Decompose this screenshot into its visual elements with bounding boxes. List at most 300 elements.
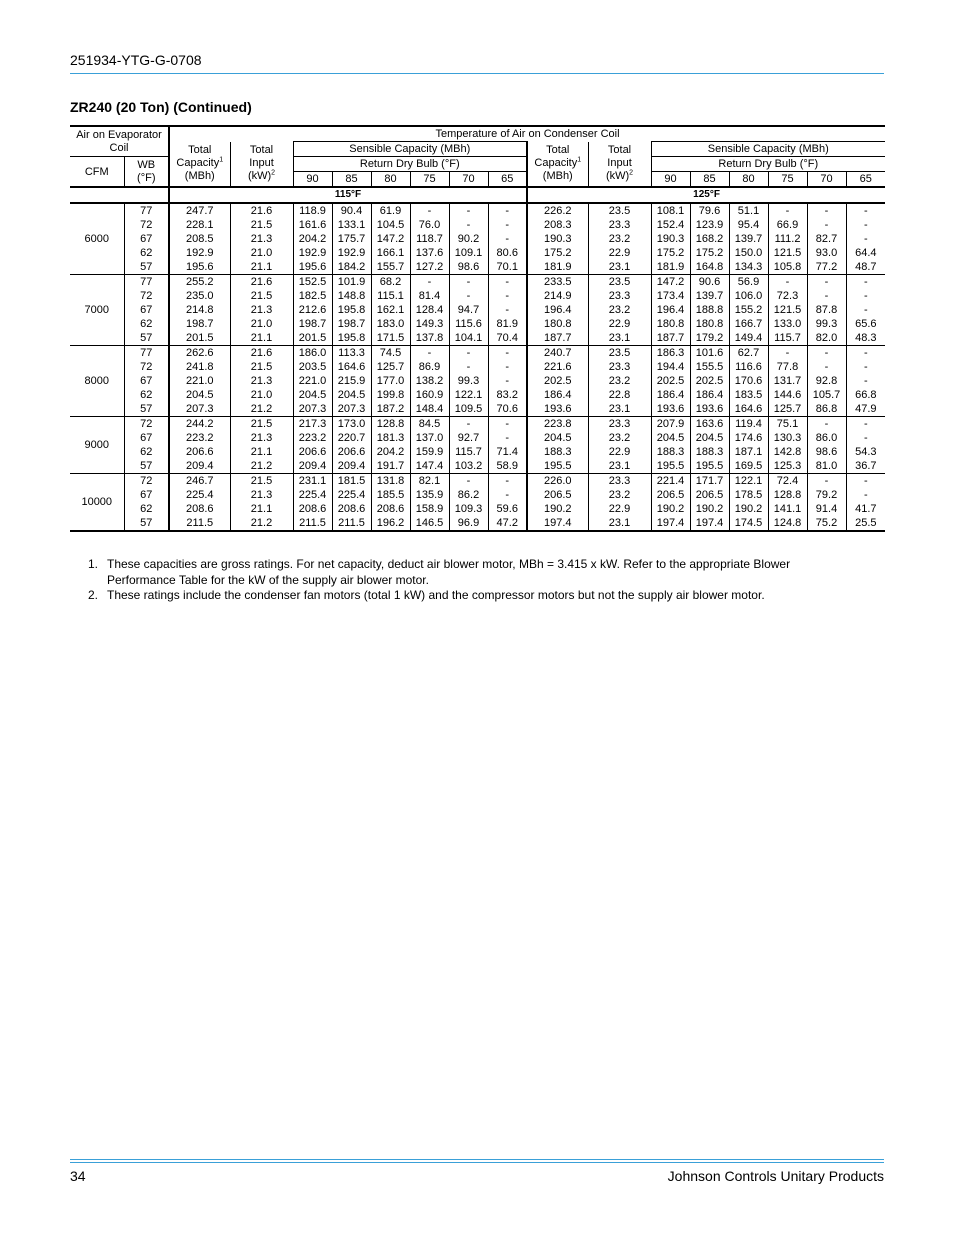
table-cell: 207.3 (293, 402, 332, 417)
table-cell: 137.6 (410, 246, 449, 260)
cfm-cell: 6000 (70, 203, 124, 275)
table-cell: 80.6 (488, 246, 527, 260)
table-cell: 125.7 (768, 402, 807, 417)
table-cell: 208.5 (169, 232, 230, 246)
table-cell: - (488, 474, 527, 489)
header-db-col: 80 (371, 172, 410, 188)
table-row (70, 303, 885, 317)
table-cell: 133.1 (332, 218, 371, 232)
table-row (70, 402, 885, 417)
table-cell: 21.3 (230, 374, 293, 388)
table-cell: - (846, 303, 885, 317)
footnote-1-number: 1. (88, 557, 99, 571)
table-cell: 72 (124, 474, 169, 489)
table-cell: 21.5 (230, 289, 293, 303)
header-temp-condenser: Temperature of Air on Condenser Coil (169, 126, 885, 142)
table-cell: 81.9 (488, 317, 527, 331)
table-cell: 23.2 (588, 232, 651, 246)
table-cell: 48.7 (846, 260, 885, 275)
table-cell: 23.3 (588, 360, 651, 374)
table-cell: - (488, 417, 527, 432)
table-row (70, 218, 885, 232)
table-cell: 21.6 (230, 275, 293, 290)
table-cell: 22.9 (588, 502, 651, 516)
table-cell: 164.6 (729, 402, 768, 417)
table-cell: 61.9 (371, 203, 410, 218)
table-cell: 147.4 (410, 459, 449, 474)
table-cell: 75.1 (768, 417, 807, 432)
table-cell: 62.7 (729, 346, 768, 361)
header-total-label: Total (188, 144, 212, 157)
table-row (70, 374, 885, 388)
performance-table-body (70, 203, 885, 531)
footnote-ref-1: 1 (219, 156, 224, 164)
table-cell: 87.8 (807, 303, 846, 317)
header-temp-row (70, 187, 885, 203)
table-cell: 255.2 (169, 275, 230, 290)
table-cell: 171.7 (690, 474, 729, 489)
table-cell: 206.5 (690, 488, 729, 502)
table-cell: 81.0 (807, 459, 846, 474)
table-cell: 70.4 (488, 331, 527, 346)
table-cell: 204.5 (690, 431, 729, 445)
table-cell: 190.2 (651, 502, 690, 516)
table-cell: 211.5 (169, 516, 230, 531)
table-cell: 72 (124, 360, 169, 374)
table-cell: 90.6 (690, 275, 729, 290)
header-row-2 (70, 142, 885, 157)
table-cell: 109.1 (449, 246, 488, 260)
table-cell: - (846, 474, 885, 489)
footnote-ref-2: 2 (271, 169, 276, 177)
table-cell: 226.0 (527, 474, 588, 489)
table-cell: 147.2 (651, 275, 690, 290)
table-cell: 118.7 (410, 232, 449, 246)
table-cell: - (846, 417, 885, 432)
table-cell: 162.1 (371, 303, 410, 317)
footer-rule (70, 1159, 884, 1160)
table-cell: 192.9 (332, 246, 371, 260)
header-total-input-115 (230, 142, 293, 188)
table-cell: 175.2 (690, 246, 729, 260)
table-cell: - (768, 346, 807, 361)
header-kw-label: (kW) (247, 170, 272, 183)
table-cell: 116.6 (729, 360, 768, 374)
table-row (70, 502, 885, 516)
table-cell: - (846, 218, 885, 232)
table-cell: 128.8 (768, 488, 807, 502)
table-cell: - (410, 275, 449, 290)
table-cell: 174.6 (729, 431, 768, 445)
table-cell: 72.4 (768, 474, 807, 489)
cfm-cell: 8000 (70, 346, 124, 417)
table-cell: 208.6 (293, 502, 332, 516)
table-cell: 139.7 (690, 289, 729, 303)
table-cell: 161.6 (293, 218, 332, 232)
table-cell: 62 (124, 317, 169, 331)
table-cell: 121.5 (768, 246, 807, 260)
table-cell: 125.7 (371, 360, 410, 374)
table-cell: - (449, 203, 488, 218)
table-cell: 187.7 (651, 331, 690, 346)
table-cell: 166.7 (729, 317, 768, 331)
table-cell: 225.4 (293, 488, 332, 502)
table-cell: 204.5 (651, 431, 690, 445)
table-cell: - (768, 203, 807, 218)
table-cell: 94.7 (449, 303, 488, 317)
header-air-on-evap: Air on Evaporator Coil (70, 126, 169, 157)
table-cell: 186.4 (651, 388, 690, 402)
table-cell: 115.7 (449, 445, 488, 459)
table-cell: 77.2 (807, 260, 846, 275)
table-cell: 103.2 (449, 459, 488, 474)
table-cell: 96.9 (449, 516, 488, 531)
table-cell: 177.0 (371, 374, 410, 388)
table-cell: 51.1 (729, 203, 768, 218)
header-wb-unit: (°F) (137, 171, 156, 184)
table-cell: 115.1 (371, 289, 410, 303)
header-db-col: 75 (410, 172, 449, 188)
table-cell: 86.8 (807, 402, 846, 417)
table-cell: 135.9 (410, 488, 449, 502)
header-total-capacity-125 (527, 142, 588, 188)
table-cell: - (449, 474, 488, 489)
table-cell: 23.1 (588, 516, 651, 531)
table-cell: 207.3 (332, 402, 371, 417)
table-cell: 201.5 (169, 331, 230, 346)
table-cell: 207.3 (169, 402, 230, 417)
table-cell: 99.3 (807, 317, 846, 331)
table-cell: 195.5 (651, 459, 690, 474)
table-cell: 148.8 (332, 289, 371, 303)
header-db-col: 70 (807, 172, 846, 188)
table-cell: 187.7 (527, 331, 588, 346)
table-cell: 228.1 (169, 218, 230, 232)
table-cell: 131.8 (371, 474, 410, 489)
table-cell: - (449, 360, 488, 374)
table-cell: 223.2 (293, 431, 332, 445)
table-cell: 195.5 (527, 459, 588, 474)
table-cell: 247.7 (169, 203, 230, 218)
table-cell: 41.7 (846, 502, 885, 516)
table-cell: 98.6 (807, 445, 846, 459)
table-cell: 21.3 (230, 431, 293, 445)
table-cell: 67 (124, 374, 169, 388)
footnote-ref-2: 2 (629, 169, 634, 177)
table-cell: 23.2 (588, 431, 651, 445)
table-cell: 21.5 (230, 360, 293, 374)
table-cell: 23.2 (588, 303, 651, 317)
document-id: 251934-YTG-G-0708 (70, 52, 202, 68)
table-cell: 246.7 (169, 474, 230, 489)
table-row (70, 474, 885, 489)
table-cell: 203.5 (293, 360, 332, 374)
table-cell: - (846, 232, 885, 246)
table-cell: 202.5 (690, 374, 729, 388)
section-title: ZR240 (20 Ton) (Continued) (70, 99, 252, 115)
header-total-capacity-115 (169, 142, 230, 188)
table-cell: 23.5 (588, 203, 651, 218)
table-cell: 235.0 (169, 289, 230, 303)
table-cell: 180.8 (690, 317, 729, 331)
table-cell: 182.5 (293, 289, 332, 303)
table-cell: 197.4 (527, 516, 588, 531)
table-cell: 115.7 (768, 331, 807, 346)
table-cell: 47.2 (488, 516, 527, 531)
header-db-col: 75 (768, 172, 807, 188)
table-cell: - (807, 275, 846, 290)
table-cell: 194.4 (651, 360, 690, 374)
header-capacity-label: Capacity (534, 157, 578, 170)
table-cell: 186.0 (293, 346, 332, 361)
table-cell: 188.3 (651, 445, 690, 459)
table-cell: - (488, 374, 527, 388)
table-cell: 198.7 (332, 317, 371, 331)
table-cell: 195.5 (690, 459, 729, 474)
table-cell: 142.8 (768, 445, 807, 459)
header-capacity-label: Capacity (176, 157, 220, 170)
header-db-col: 85 (690, 172, 729, 188)
footnote-1 (88, 557, 848, 588)
footnote-2 (88, 588, 848, 604)
table-cell: 23.3 (588, 474, 651, 489)
header-sensible-125: Sensible Capacity (MBh) (651, 142, 885, 157)
table-cell: 206.5 (527, 488, 588, 502)
table-cell: 67 (124, 488, 169, 502)
table-row (70, 203, 885, 218)
table-cell: 68.2 (371, 275, 410, 290)
table-cell: 190.2 (690, 502, 729, 516)
table-row (70, 275, 885, 290)
table-cell: 119.4 (729, 417, 768, 432)
header-sensible-115: Sensible Capacity (MBh) (293, 142, 527, 157)
table-cell: 221.0 (293, 374, 332, 388)
table-cell: 204.5 (332, 388, 371, 402)
table-cell: 23.5 (588, 346, 651, 361)
page-number: 34 (70, 1168, 86, 1184)
table-cell: - (449, 275, 488, 290)
table-cell: 208.6 (169, 502, 230, 516)
table-cell: 123.9 (690, 218, 729, 232)
table-cell: 23.2 (588, 374, 651, 388)
table-cell: - (807, 474, 846, 489)
table-cell: 195.8 (332, 303, 371, 317)
table-cell: 54.3 (846, 445, 885, 459)
table-cell: 146.5 (410, 516, 449, 531)
table-cell: - (449, 218, 488, 232)
table-cell: 199.8 (371, 388, 410, 402)
table-cell: 92.8 (807, 374, 846, 388)
footnote-1-text: These capacities are gross ratings. For net capacity, deduct air blower motor, MBh = 3.415 x kW. Refer to the appropriate Blower Performance Table for the kW of the supply air blower motor. (107, 557, 791, 587)
table-cell: 144.6 (768, 388, 807, 402)
table-cell: - (846, 374, 885, 388)
table-cell: 21.3 (230, 488, 293, 502)
header-total-input-125 (588, 142, 651, 188)
table-cell: 170.6 (729, 374, 768, 388)
table-cell: 178.5 (729, 488, 768, 502)
table-cell: 122.1 (729, 474, 768, 489)
table-cell: 57 (124, 402, 169, 417)
table-cell: 109.5 (449, 402, 488, 417)
table-cell: 186.4 (527, 388, 588, 402)
table-row (70, 516, 885, 531)
table-cell: 57 (124, 459, 169, 474)
table-cell: 128.8 (371, 417, 410, 432)
table-row (70, 331, 885, 346)
table-cell: 206.6 (332, 445, 371, 459)
table-row (70, 360, 885, 374)
table-cell: 215.9 (332, 374, 371, 388)
header-rule (70, 73, 884, 74)
table-cell: - (449, 346, 488, 361)
table-cell: 56.9 (729, 275, 768, 290)
table-cell: 207.9 (651, 417, 690, 432)
table-cell: 181.3 (371, 431, 410, 445)
table-cell: 214.8 (169, 303, 230, 317)
table-cell: 220.7 (332, 431, 371, 445)
table-cell: - (846, 488, 885, 502)
table-row (70, 346, 885, 361)
header-row-1 (70, 126, 885, 142)
footer-rule-secondary (70, 1162, 884, 1163)
table-cell: 241.8 (169, 360, 230, 374)
table-cell: 93.0 (807, 246, 846, 260)
table-cell: 181.9 (651, 260, 690, 275)
table-cell: 223.8 (527, 417, 588, 432)
table-cell: 134.3 (729, 260, 768, 275)
table-cell: 155.2 (729, 303, 768, 317)
table-cell: 25.5 (846, 516, 885, 531)
table-cell: 77 (124, 346, 169, 361)
header-db-col: 80 (729, 172, 768, 188)
table-cell: 202.5 (651, 374, 690, 388)
table-cell: 206.6 (169, 445, 230, 459)
table-cell: 98.6 (449, 260, 488, 275)
table-cell: 21.6 (230, 346, 293, 361)
table-cell: 208.6 (371, 502, 410, 516)
table-cell: 204.2 (371, 445, 410, 459)
table-cell: 105.7 (807, 388, 846, 402)
table-cell: 105.8 (768, 260, 807, 275)
header-db-col: 90 (293, 172, 332, 188)
table-cell: - (488, 232, 527, 246)
header-wb (124, 157, 169, 188)
table-cell: 122.1 (449, 388, 488, 402)
table-cell: 209.4 (332, 459, 371, 474)
table-cell: 111.2 (768, 232, 807, 246)
table-cell: - (410, 346, 449, 361)
table-cell: 77 (124, 203, 169, 218)
table-cell: 198.7 (169, 317, 230, 331)
table-cell: 186.3 (651, 346, 690, 361)
table-cell: 240.7 (527, 346, 588, 361)
table-cell: 95.4 (729, 218, 768, 232)
table-cell: 187.2 (371, 402, 410, 417)
table-cell: 139.7 (729, 232, 768, 246)
table-cell: 211.5 (332, 516, 371, 531)
table-cell: 233.5 (527, 275, 588, 290)
table-cell: 225.4 (169, 488, 230, 502)
table-cell: 175.2 (527, 246, 588, 260)
table-cell: - (807, 289, 846, 303)
table-cell: - (807, 203, 846, 218)
table-cell: 159.9 (410, 445, 449, 459)
table-cell: 175.2 (651, 246, 690, 260)
table-cell: 148.4 (410, 402, 449, 417)
header-input-label: Input (607, 157, 632, 170)
table-cell: 99.3 (449, 374, 488, 388)
table-cell: 187.1 (729, 445, 768, 459)
table-cell: 79.6 (690, 203, 729, 218)
table-cell: 137.0 (410, 431, 449, 445)
table-cell: 171.5 (371, 331, 410, 346)
table-cell: 21.2 (230, 402, 293, 417)
footnote-2-text: These ratings include the condenser fan motors (total 1 kW) and the compressor motors but not the supply air blower motor. (107, 588, 765, 602)
table-cell: 141.1 (768, 502, 807, 516)
table-cell: 149.3 (410, 317, 449, 331)
table-cell: 22.9 (588, 445, 651, 459)
table-cell: 244.2 (169, 417, 230, 432)
table-cell: 152.4 (651, 218, 690, 232)
table-cell: 188.8 (690, 303, 729, 317)
table-row (70, 232, 885, 246)
table-cell: 175.7 (332, 232, 371, 246)
table-cell: 58.9 (488, 459, 527, 474)
table-cell: 23.3 (588, 417, 651, 432)
table-cell: 164.8 (690, 260, 729, 275)
table-cell: 190.3 (651, 232, 690, 246)
header-input-label: Input (249, 157, 274, 170)
table-cell: 169.5 (729, 459, 768, 474)
table-cell: - (846, 203, 885, 218)
table-cell: 217.3 (293, 417, 332, 432)
cfm-cell: 10000 (70, 474, 124, 532)
table-cell: - (488, 303, 527, 317)
header-db-col: 65 (488, 172, 527, 188)
table-cell: 221.4 (651, 474, 690, 489)
table-cell: 188.3 (690, 445, 729, 459)
temp-125-label: 125°F (527, 187, 885, 203)
table-cell: 47.9 (846, 402, 885, 417)
header-return-db-125: Return Dry Bulb (°F) (651, 157, 885, 172)
table-row (70, 260, 885, 275)
table-cell: 121.5 (768, 303, 807, 317)
cfm-cell: 7000 (70, 275, 124, 346)
table-cell: 92.7 (449, 431, 488, 445)
table-cell: 67 (124, 431, 169, 445)
table-cell: 223.2 (169, 431, 230, 445)
table-cell: 21.5 (230, 474, 293, 489)
table-row (70, 459, 885, 474)
table-cell: 183.0 (371, 317, 410, 331)
table-cell: 190.3 (527, 232, 588, 246)
table-cell: 155.7 (371, 260, 410, 275)
table-cell: 23.1 (588, 260, 651, 275)
table-cell: 21.3 (230, 303, 293, 317)
table-cell: - (410, 203, 449, 218)
header-cfm: CFM (70, 157, 124, 188)
table-cell: 118.9 (293, 203, 332, 218)
table-cell: 211.5 (293, 516, 332, 531)
table-cell: 21.6 (230, 203, 293, 218)
table-cell: 21.2 (230, 516, 293, 531)
table-row (70, 445, 885, 459)
header-total-label: Total (546, 144, 570, 157)
table-cell: 185.5 (371, 488, 410, 502)
table-cell: - (846, 346, 885, 361)
table-cell: 221.0 (169, 374, 230, 388)
table-cell: 101.6 (690, 346, 729, 361)
